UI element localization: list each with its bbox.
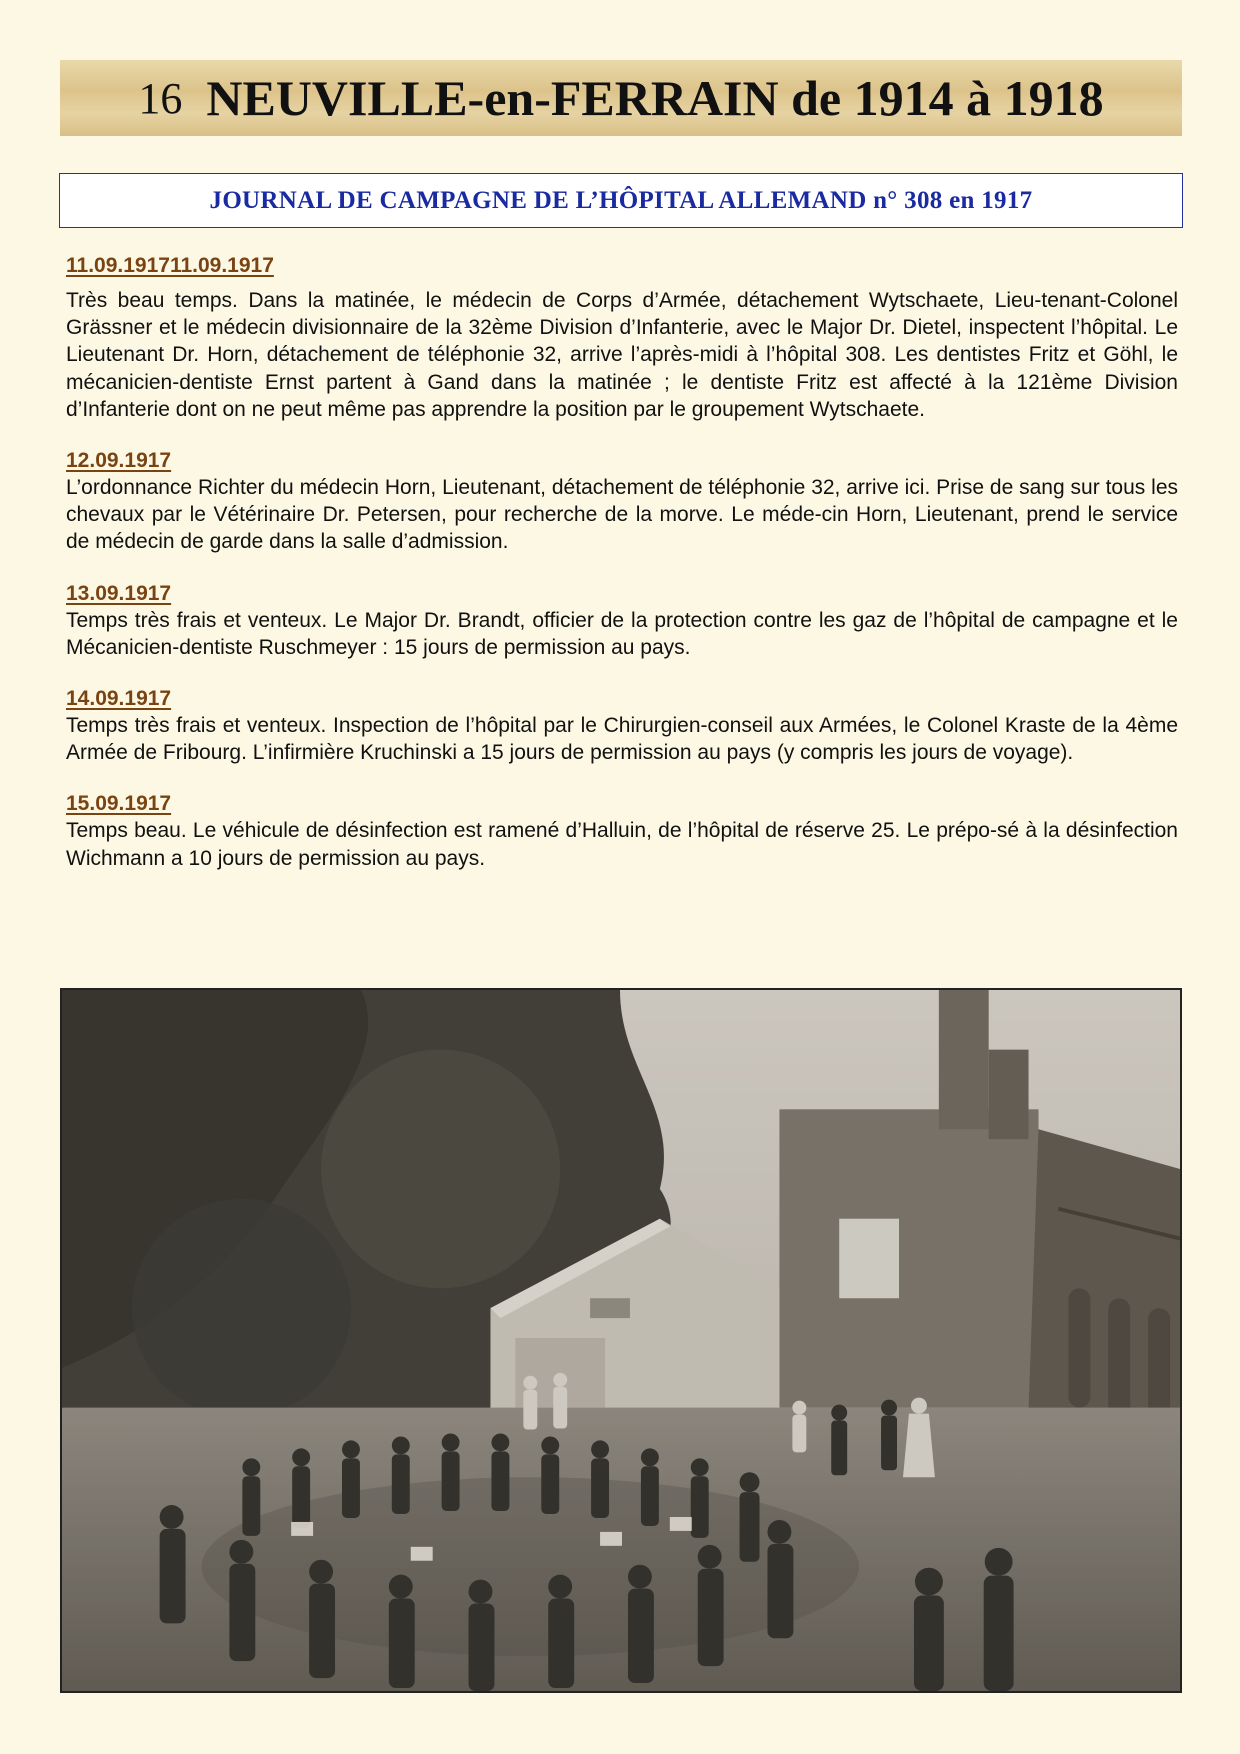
entry-date: 13.09.1917	[66, 581, 172, 605]
journal-entry	[66, 252, 1178, 423]
page-number: 16	[138, 73, 183, 123]
entry-text: Temps beau. Le véhicule de désinfection est ramené d’Halluin, de l’hôpital de réserve 25. Le prépo-sé à la désinfection Wichmann a 10 jours de permission au pays.	[66, 819, 1178, 870]
entry-text: Temps très frais et venteux. Inspection de l’hôpital par le Chirurgien-conseil aux Armées, le Colonel Kraste de la 4ème Armée de Fribourg. L’infirmière Kruchinski a 15 jours de permission au pays (y compris les jours de voyage).	[66, 714, 1178, 765]
entry-date: 11.09.191711.09.1917	[66, 254, 274, 277]
page-header	[60, 60, 1182, 136]
entry-text: Temps très frais et venteux. Le Major Dr. Brandt, officier de la protection contre les gaz de l’hôpital de campagne et le Mécanicien-dentiste Ruschmeyer : 15 jours de permission au pays.	[66, 608, 1178, 659]
section-subtitle: JOURNAL DE CAMPAGNE DE L’HÔPITAL ALLEMAND n° 308 en 1917	[59, 173, 1183, 228]
entry-text: L’ordonnance Richter du médecin Horn, Lieutenant, détachement de téléphonie 32, arrive ici. Prise de sang sur tous les chevaux par le Vétérinaire Dr. Petersen, pour recherche de la morve. Le méde-cin Horn, Lieutenant, prend le service de médecin de garde dans la salle d’admission.	[66, 476, 1178, 554]
page-title: NEUVILLE-en-FERRAIN de 1914 à 1918	[206, 70, 1104, 126]
journal-entries	[66, 252, 1178, 896]
entry-text: Très beau temps. Dans la matinée, le médecin de Corps d’Armée, détachement Wytschaete, Lieu-tenant-Colonel Grässner et le médecin divisionnaire de la 32ème Division d’Infanterie, avec le Major Dr. Dietel, inspectent l’hôpital. Le Lieutenant Dr. Horn, détachement de téléphonie 32, arrive l’après-midi à l’hôpital 308. Les dentistes Fritz et Göhl, le mécanicien-dentiste Ernst partent à Gand dans la matinée ; le dentiste Fritz est affecté à la 121ème Division d’Infanterie dont on ne peut même pas apprendre la position par le groupement Wytschaete.	[66, 289, 1178, 421]
journal-entry	[66, 580, 1178, 661]
journal-entry	[66, 447, 1178, 556]
journal-entry	[66, 790, 1178, 871]
entry-date: 14.09.1917	[66, 687, 172, 711]
entry-date: 12.09.1917	[66, 449, 172, 473]
entry-date: 15.09.1917	[66, 792, 172, 816]
courtyard-band-photo-illustration	[62, 990, 1180, 1691]
journal-entry	[66, 685, 1178, 766]
historical-photo	[60, 988, 1182, 1693]
